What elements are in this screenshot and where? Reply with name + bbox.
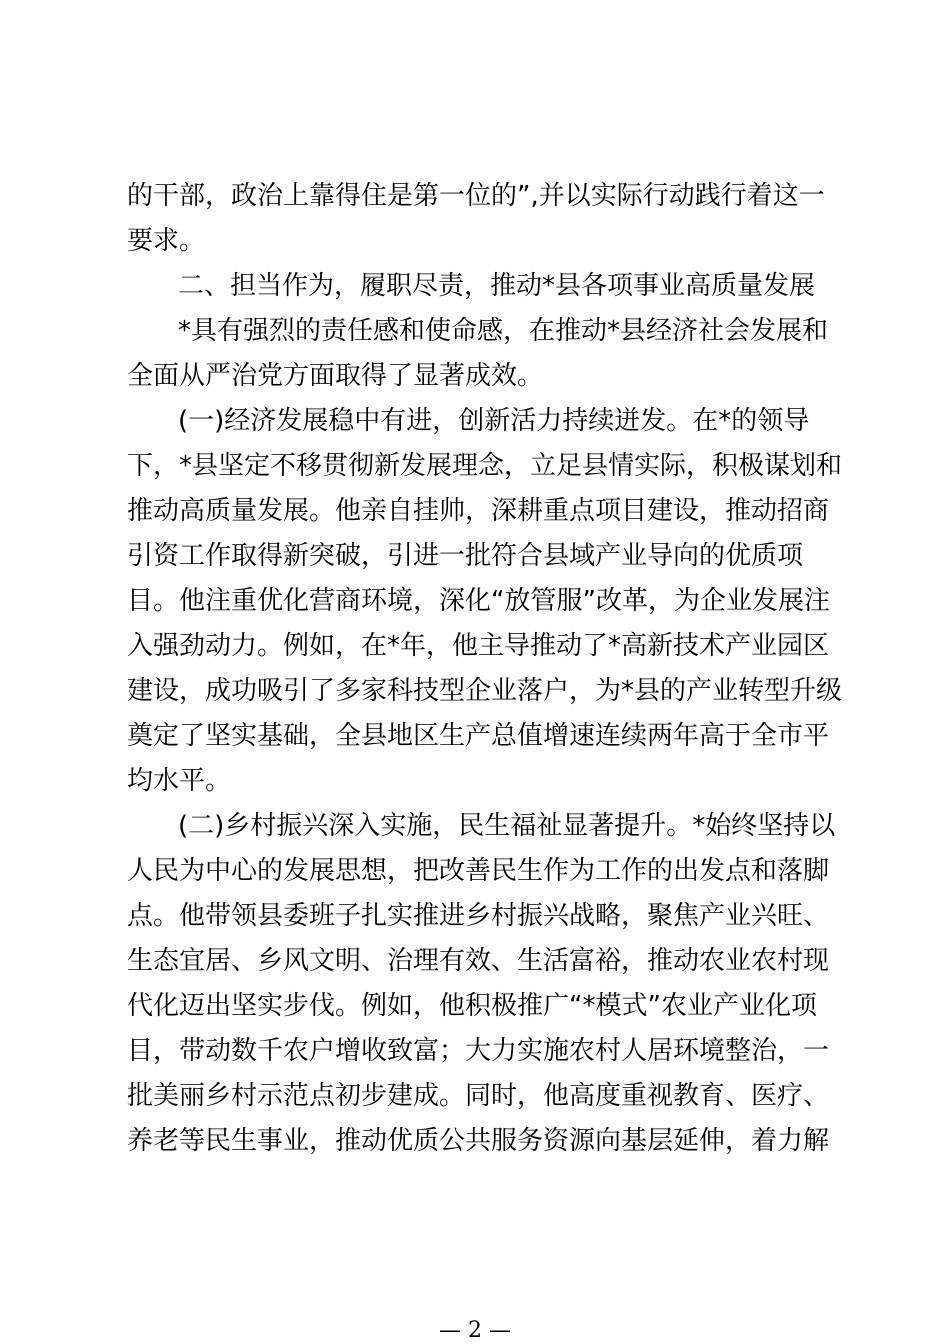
body-line: 入强劲动力。例如，在*年，他主导推动了*高新技术产业园区 xyxy=(127,631,830,661)
subsection-paragraph-start: (一)经济发展稳中有进，创新活力持续迸发。在*的领导 xyxy=(178,406,810,436)
body-line: 目，带动数千农户增收致富；大力实施农村人居环境整治，一 xyxy=(127,1036,830,1066)
body-line: 建设，成功吸引了多家科技型企业落户，为*县的产业转型升级 xyxy=(127,676,843,706)
body-line: *具有强烈的责任感和使命感，在推动*县经济社会发展和 xyxy=(178,316,829,346)
body-line: 生态宜居、乡风文明、治理有效、生活富裕，推动农业农村现 xyxy=(127,946,830,976)
body-line: 下，*县坚定不移贯彻新发展理念，立足县情实际，积极谋划和 xyxy=(127,451,843,481)
section-heading: 二、担当作为，履职尽责，推动*县各项事业高质量发展 xyxy=(178,271,816,301)
page-number: — 2 — xyxy=(439,1318,511,1343)
subsection-paragraph-start: (二)乡村振兴深入实施，民生福祉显著提升。*始终坚持以 xyxy=(178,811,836,841)
body-line: 的干部，政治上靠得住是第一位的”,并以实际行动践行着这一 xyxy=(127,181,825,211)
body-line: 批美丽乡村示范点初步建成。同时，他高度重视教育、医疗、 xyxy=(127,1081,830,1111)
body-line: 引资工作取得新突破，引进一批符合县域产业导向的优质项 xyxy=(127,541,804,571)
body-line: 要求。 xyxy=(127,226,206,256)
body-line: 均水平。 xyxy=(127,766,232,796)
body-line: 养老等民生事业，推动优质公共服务资源向基层延伸，着力解 xyxy=(127,1126,830,1156)
body-line: 点。他带领县委班子扎实推进乡村振兴战略，聚焦产业兴旺、 xyxy=(127,901,830,931)
body-line: 奠定了坚实基础，全县地区生产总值增速连续两年高于全市平 xyxy=(127,721,830,751)
body-line: 全面从严治党方面取得了显著成效。 xyxy=(127,361,544,391)
body-line: 代化迈出坚实步伐。例如，他积极推广“*模式”农业产业化项 xyxy=(127,991,817,1021)
body-line: 人民为中心的发展思想，把改善民生作为工作的出发点和落脚 xyxy=(127,856,830,886)
body-line: 目。他注重优化营商环境，深化“放管服”改革，为企业发展注 xyxy=(127,586,830,616)
body-line: 推动高质量发展。他亲自挂帅，深耕重点项目建设，推动招商 xyxy=(127,496,830,526)
